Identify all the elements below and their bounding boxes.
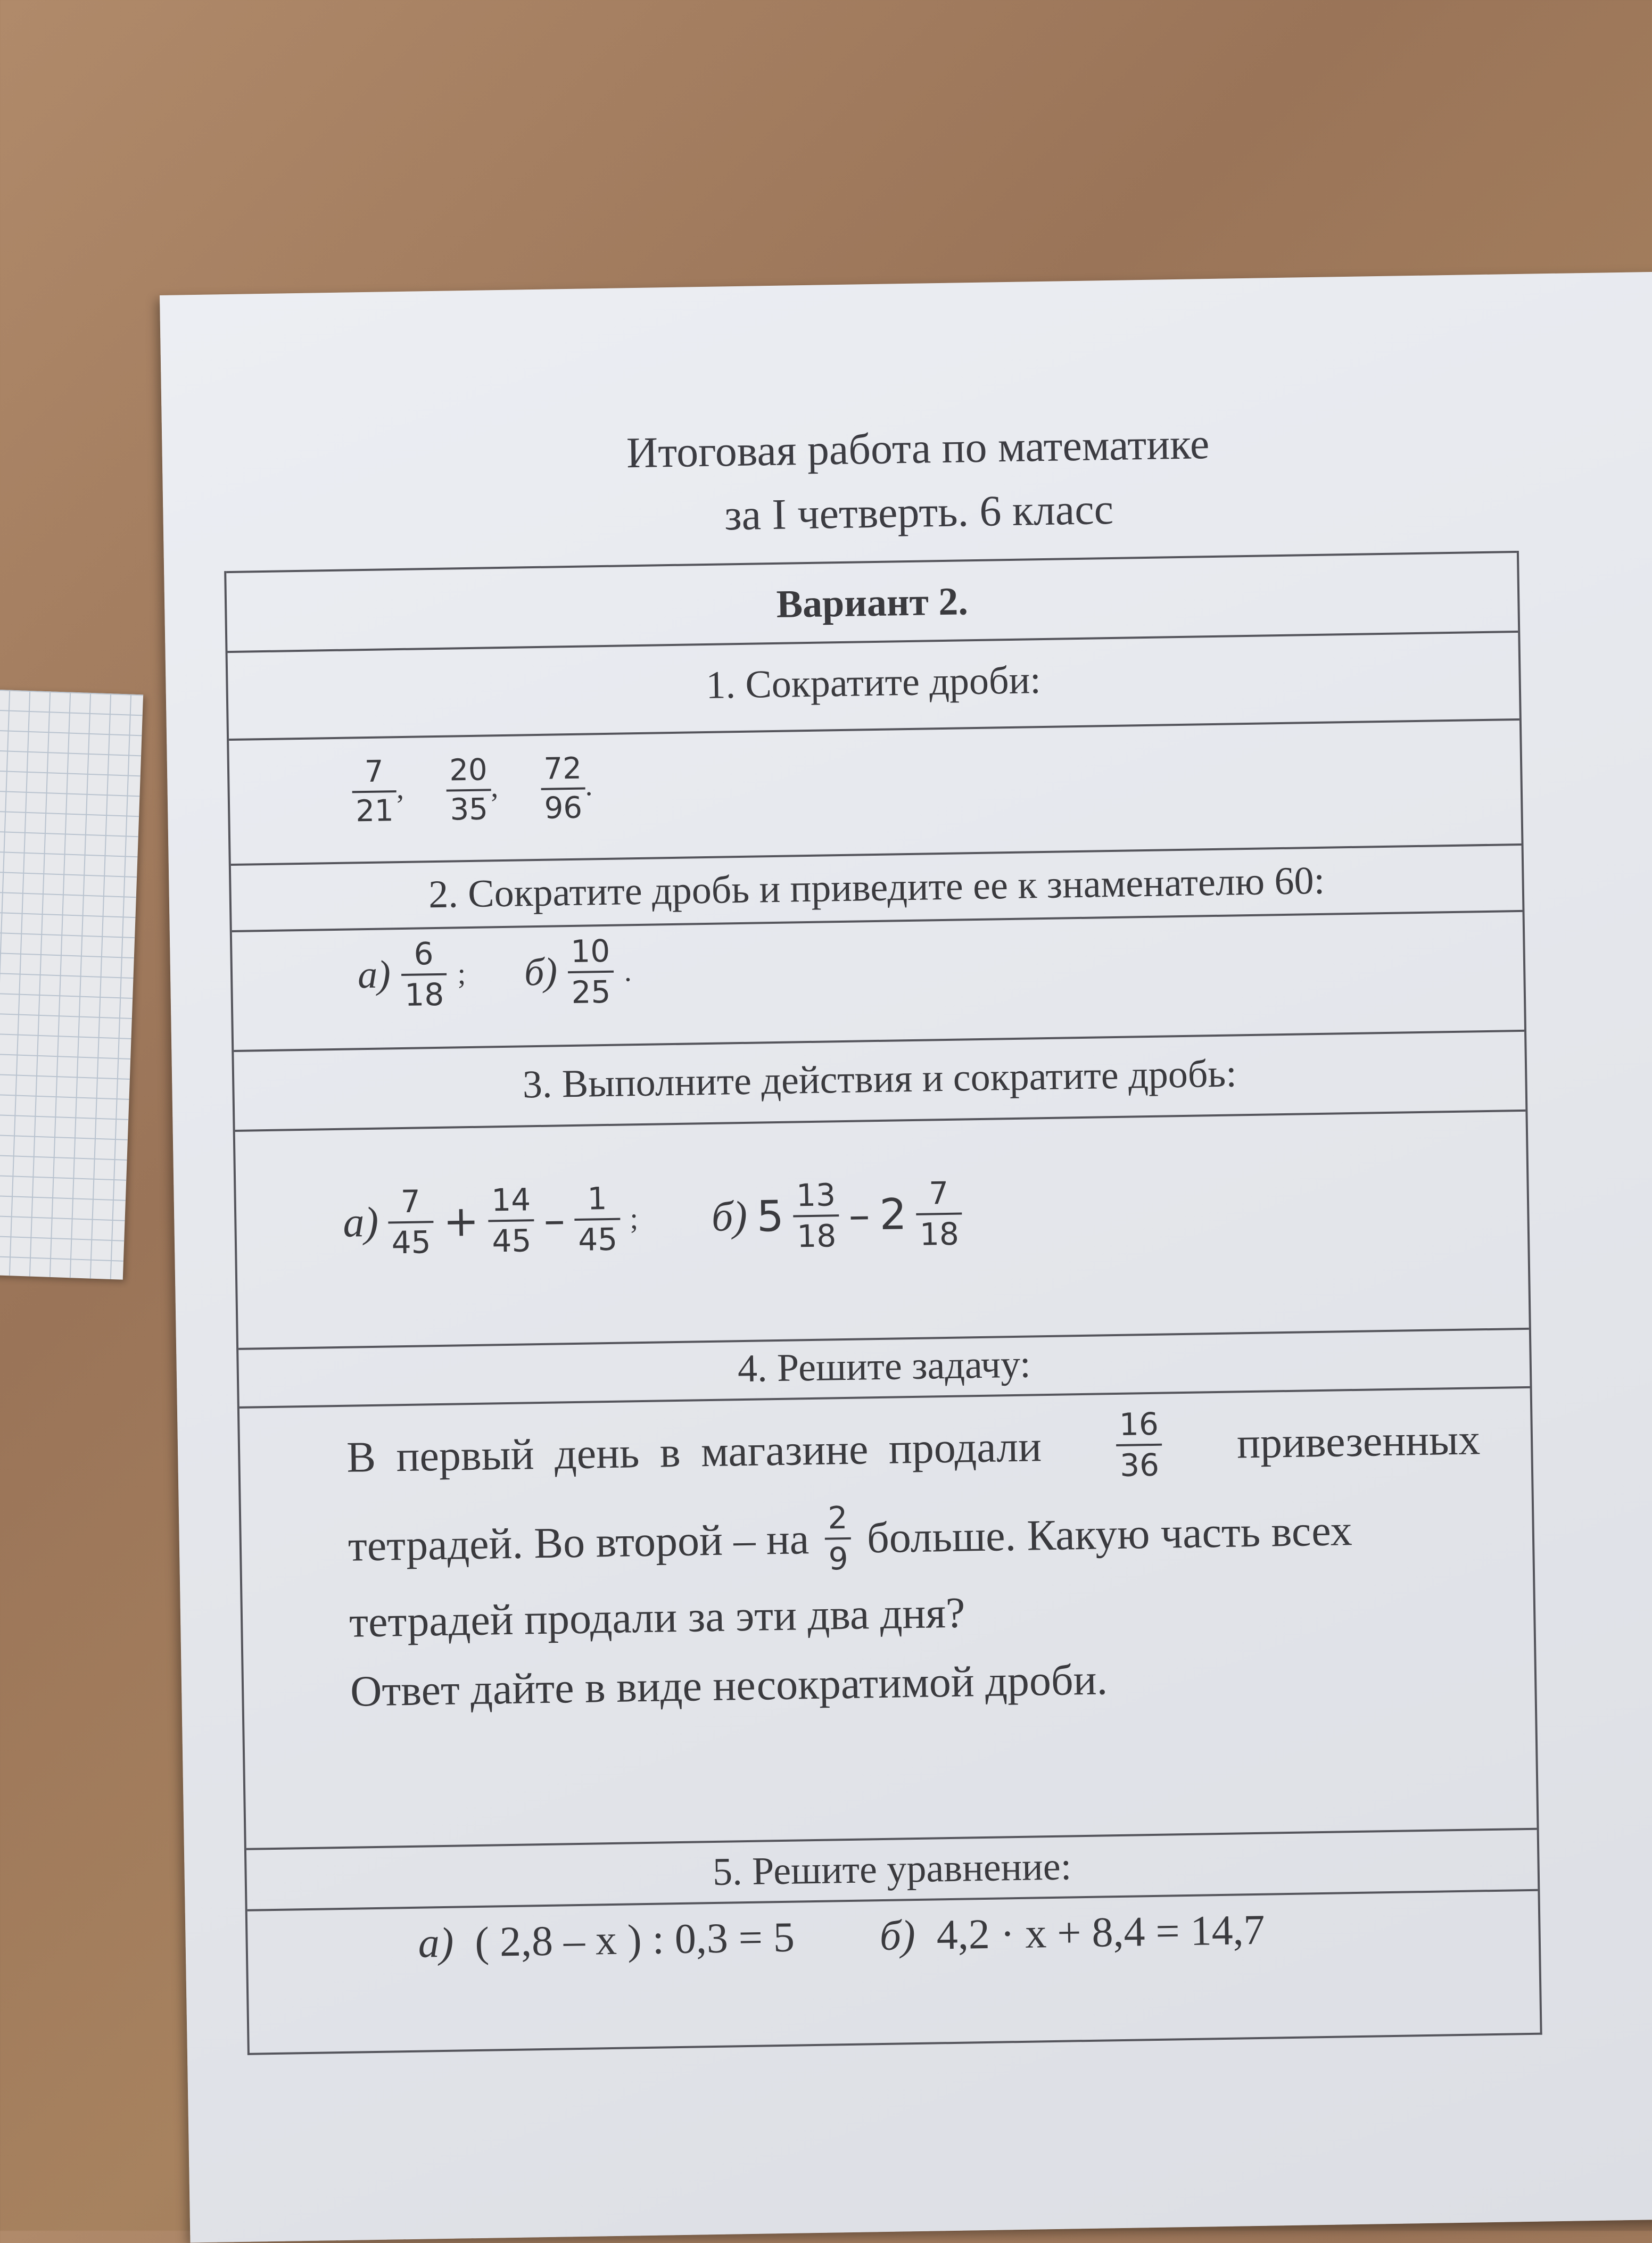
task4-heading: 4. Решите задачу:: [737, 1342, 1031, 1391]
fraction-denominator: 36: [1119, 1446, 1160, 1484]
task5-a-equation: ( 2,8 – x ) : 0,3 = 5: [474, 1914, 795, 1966]
task1-fraction: [540, 750, 593, 827]
task3-fraction-3: [574, 1179, 621, 1259]
task5-heading: 5. Решите уравнение:: [712, 1844, 1072, 1894]
task5-b-label: б): [879, 1912, 916, 1960]
title-line-1: Итоговая работа по математике: [626, 419, 1210, 477]
task2-content-row: [232, 910, 1524, 1050]
task4-content-row: [239, 1386, 1537, 1848]
worksheet: [160, 271, 1652, 2242]
task3-a-label: а): [342, 1198, 379, 1246]
task4-fraction-2: [824, 1499, 852, 1578]
fraction-denominator: 18: [919, 1215, 960, 1253]
fraction-denominator: 45: [577, 1221, 618, 1258]
fraction-denominator: 9: [828, 1540, 849, 1577]
fraction-numerator: 72: [543, 751, 582, 787]
task4-text-5: тетрадей продали за эти два дня?: [349, 1588, 966, 1646]
fraction-numerator: 6: [414, 936, 434, 972]
fraction-denominator: 35: [450, 792, 489, 827]
task3-mixed-fraction-2: [915, 1174, 962, 1254]
task2-a-fraction: [401, 934, 448, 1014]
fraction-numerator: 1: [587, 1180, 607, 1217]
fraction-numerator: 14: [491, 1181, 531, 1219]
task2-heading: 2. Сократите дробь и приведите ее к знаменателю 60:: [428, 858, 1325, 917]
task3-heading: 3. Выполните действия и сократите дробь:: [522, 1052, 1237, 1107]
fraction-separator: .: [584, 769, 593, 802]
task3-fraction-1: [387, 1182, 434, 1262]
fraction-denominator: 25: [571, 973, 611, 1011]
task2-a-label: а): [357, 953, 391, 997]
task4-line-2: [348, 1488, 1482, 1585]
plus-sign: +: [443, 1196, 480, 1246]
task4-problem: [346, 1400, 1484, 1726]
task4-text-4: больше. Какую часть всех: [866, 1505, 1353, 1562]
fraction-denominator: 18: [796, 1217, 837, 1254]
task1-content-row: [229, 718, 1521, 864]
task3-a-separator: ;: [629, 1202, 639, 1235]
task1-heading: 1. Сократите дроби:: [705, 658, 1042, 707]
task2-b-separator: .: [624, 954, 632, 988]
fraction-denominator: 45: [391, 1223, 431, 1261]
fraction-numerator: 13: [796, 1177, 836, 1214]
minus-sign: –: [543, 1195, 566, 1245]
mixed-whole-1: 5: [756, 1191, 784, 1241]
task3-b-label: б): [711, 1193, 748, 1240]
task3-fraction-2: [488, 1180, 535, 1260]
fraction-numerator: 2: [827, 1499, 848, 1536]
task2-expressions: [357, 931, 632, 1015]
task2-b-label: б): [524, 950, 558, 995]
fraction-numerator: 20: [449, 752, 488, 788]
task5-equations: [418, 1906, 1265, 1968]
task2-b-fraction: [567, 932, 614, 1012]
mixed-whole-2: 2: [879, 1189, 907, 1239]
task4-text-3: тетрадей. Во второй – на: [348, 1514, 810, 1570]
fraction-separator: ,: [490, 770, 499, 804]
task5-a-label: а): [418, 1919, 455, 1967]
task3-expressions: [342, 1174, 962, 1263]
fraction-denominator: 18: [404, 976, 444, 1013]
task1-fraction: [352, 753, 405, 831]
fraction-denominator: 96: [544, 790, 583, 826]
fraction-denominator: 21: [355, 793, 394, 829]
task4-text-1: В первый день в магазине продали: [346, 1421, 1042, 1481]
task4-text-2: привезенных: [1236, 1414, 1481, 1467]
task1-fractions: [352, 750, 593, 830]
minus-sign: –: [848, 1190, 871, 1240]
task5-b-equation: 4,2 · x + 8,4 = 14,7: [936, 1906, 1266, 1959]
task4-line-1: [346, 1400, 1481, 1496]
fraction-numerator: 7: [928, 1174, 949, 1212]
fraction-numerator: 16: [1119, 1405, 1159, 1443]
task5-content-row: [247, 1889, 1540, 2053]
fraction-numerator: 7: [400, 1183, 421, 1220]
fraction-numerator: 10: [570, 932, 610, 970]
worksheet-title: [162, 404, 1652, 556]
title-line-2: за I четверть. 6 класс: [724, 484, 1114, 540]
tasks-table: [224, 551, 1542, 2055]
task3-mixed-fraction-1: [793, 1176, 840, 1255]
grid-paper-scrap: [0, 689, 143, 1279]
fraction-separator: ,: [396, 772, 404, 805]
variant-label: Вариант 2.: [776, 580, 969, 626]
task2-a-separator: ;: [457, 957, 466, 990]
task1-fraction: [446, 751, 499, 829]
task3-content-row: [235, 1110, 1529, 1348]
fraction-numerator: 7: [364, 754, 384, 790]
task4-fraction-1: [1116, 1405, 1162, 1485]
task4-text-6: Ответ дайте в виде несократимой дроби.: [350, 1655, 1108, 1716]
fraction-denominator: 45: [491, 1222, 532, 1259]
